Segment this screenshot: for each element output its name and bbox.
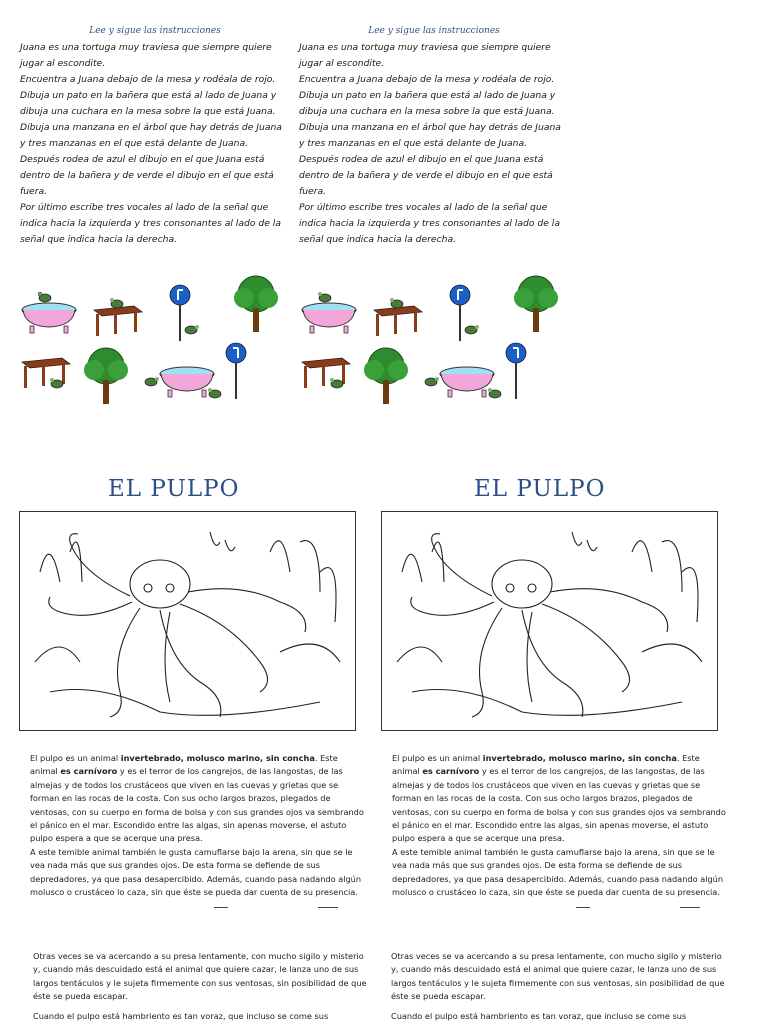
article-body-right-2 xyxy=(391,950,726,1023)
turtle-icon xyxy=(48,376,66,390)
article-paragraph-2: A este temible animal también le gusta camuflarse bajo la arena, sin que se le vea nada más que sus grandes ojos. De esta forma se defiende de sus depredadores, ya que pasa desapercibido. Además, cuando pasa nadando algún molusco o crustáceo lo caza, sin que éste se pueda dar cuenta de su presencia. xyxy=(30,846,362,898)
text-bold: invertebrado, molusco marino, sin concha xyxy=(482,753,677,763)
worksheet-right xyxy=(299,26,569,248)
underline-mark xyxy=(318,907,338,908)
underline-mark xyxy=(680,907,700,908)
instruction-2: Encuentra a Juana debajo de la mesa y rodéala de rojo. Dibuja un pato en la bañera que está al lado de Juana y dibuja una cuchara en la mesa sobre la que está Juana. xyxy=(299,74,556,117)
octopus-picture-left xyxy=(19,511,356,731)
instruction-5: Por último escribe tres vocales al lado de la señal que indica hacia la izquierda y tres consonantes al lado de la señal que indica hacia la derecha. xyxy=(20,202,281,245)
article-paragraph-3: Otras veces se va acercando a su presa lentamente, con mucho sigilo y misterio y, cuando más descuidado está el animal que quiere cazar, le lanza uno de sus largos tentáculos y le sujeta firmemente con sus ventosas, sin posibilidad de que éste se pueda escapar. xyxy=(33,951,367,1002)
turtle-icon xyxy=(316,290,334,304)
article-paragraph-2: A este temible animal también le gusta camuflarse bajo la arena, sin que se le vea nada más que sus grandes ojos. De esta forma se defiende de sus depredadores, ya que pasa desapercibido. Además, cuando pasa nadando algún molusco o crustáceo lo caza, sin que éste se pueda dar cuenta de su presencia. xyxy=(392,846,724,898)
turtle-icon xyxy=(182,322,200,336)
turtle-icon xyxy=(206,386,224,400)
instruction-4: Después rodea de azul el dibujo en el que Juana está dentro de la bañera y de verde el dibujo en el que está fuera. xyxy=(20,154,274,197)
article-paragraph-4: Cuando el pulpo está hambriento es tan voraz, que incluso se come sus xyxy=(33,1010,329,1021)
picture-grid-left xyxy=(18,280,288,410)
instruction-3: Dibuja una manzana en el árbol que hay detrás de Juana y tres manzanas en el que está delante de Juana. xyxy=(20,122,282,149)
tree-icon xyxy=(232,274,280,334)
text-bold: es carnívoro xyxy=(60,766,118,777)
worksheet-instructions xyxy=(20,40,290,248)
article-body-right xyxy=(392,752,727,899)
octopus-icon xyxy=(382,512,717,730)
article-paragraph-3: Otras veces se va acercando a su presa lentamente, con mucho sigilo y misterio y, cuando más descuidado está el animal que quiere cazar, le lanza uno de sus largos tentáculos y le sujeta firmemente con sus ventosas, sin posibilidad de que éste se pueda escapar. xyxy=(391,951,725,1002)
tree-icon xyxy=(82,346,130,406)
turtle-icon xyxy=(486,386,504,400)
turtle-icon xyxy=(462,322,480,336)
instruction-1: Juana es una tortuga muy traviesa que siempre quiere jugar al escondite. xyxy=(299,42,551,69)
article-title-right: EL PULPO xyxy=(474,476,606,502)
picture-grid-right xyxy=(298,280,568,410)
text-run: El pulpo es un animal xyxy=(30,753,121,763)
turtle-icon xyxy=(388,296,406,310)
underline-mark xyxy=(576,907,590,908)
text-bold: invertebrado, molusco marino, sin concha xyxy=(120,753,315,763)
text-run: . Este animal xyxy=(392,753,700,777)
text-run: . Este animal xyxy=(30,753,338,777)
article-paragraph-4: Cuando el pulpo está hambriento es tan voraz, que incluso se come sus xyxy=(391,1010,687,1021)
signpost-icon xyxy=(224,342,248,402)
article-body-left xyxy=(30,752,365,899)
worksheet-instructions xyxy=(299,40,569,248)
tree-icon xyxy=(362,346,410,406)
text-bold: es carnívoro xyxy=(422,766,480,777)
instruction-2: Encuentra a Juana debajo de la mesa y rodéala de rojo. Dibuja un pato en la bañera que está al lado de Juana y dibuja una cuchara en la mesa sobre la que está Juana. xyxy=(20,74,277,117)
article-body-left-2 xyxy=(33,950,368,1023)
worksheet-title: Lee y sigue las instrucciones xyxy=(368,26,500,36)
instruction-1: Juana es una tortuga muy traviesa que siempre quiere jugar al escondite. xyxy=(20,42,272,69)
instruction-5: Por último escribe tres vocales al lado de la señal que indica hacia la izquierda y tres consonantes al lado de la señal que indica hacia la derecha. xyxy=(299,202,560,245)
article-paragraph-1 xyxy=(392,752,727,846)
worksheet-title: Lee y sigue las instrucciones xyxy=(89,26,221,36)
article-paragraph-1 xyxy=(30,752,365,846)
turtle-icon xyxy=(328,376,346,390)
instruction-4: Después rodea de azul el dibujo en el que Juana está dentro de la bañera y de verde el dibujo en el que está fuera. xyxy=(299,154,553,197)
octopus-picture-right xyxy=(381,511,718,731)
octopus-icon xyxy=(20,512,355,730)
text-run: y es el terror de los cangrejos, de las langostas, de las almejas y de todos los crustáceos que viven en las cuevas y grietas que se forman en las rocas de la costa. Con sus ocho largos brazos, plegados de ventosas, con su cuerpo en forma de bolsa y con sus grandes ojos va sembrando el pánico en el mar. Escondido entre las algas, sin apenas moverse, el astuto pulpo espera a que se acerque una presa. xyxy=(392,766,726,844)
underline-mark xyxy=(214,907,228,908)
signpost-icon xyxy=(504,342,528,402)
worksheet-left xyxy=(20,26,290,248)
turtle-icon xyxy=(36,290,54,304)
tree-icon xyxy=(512,274,560,334)
instruction-3: Dibuja una manzana en el árbol que hay detrás de Juana y tres manzanas en el que está delante de Juana. xyxy=(299,122,561,149)
text-run: y es el terror de los cangrejos, de las langostas, de las almejas y de todos los crustáceos que viven en las cuevas y grietas que se forman en las rocas de la costa. Con sus ocho largos brazos, plegados de ventosas, con su cuerpo en forma de bolsa y con sus grandes ojos va sembrando el pánico en el mar. Escondido entre las algas, sin apenas moverse, el astuto pulpo espera a que se acerque una presa. xyxy=(30,766,364,844)
text-run: El pulpo es un animal xyxy=(392,753,483,763)
turtle-icon xyxy=(108,296,126,310)
article-title-left: EL PULPO xyxy=(108,476,240,502)
